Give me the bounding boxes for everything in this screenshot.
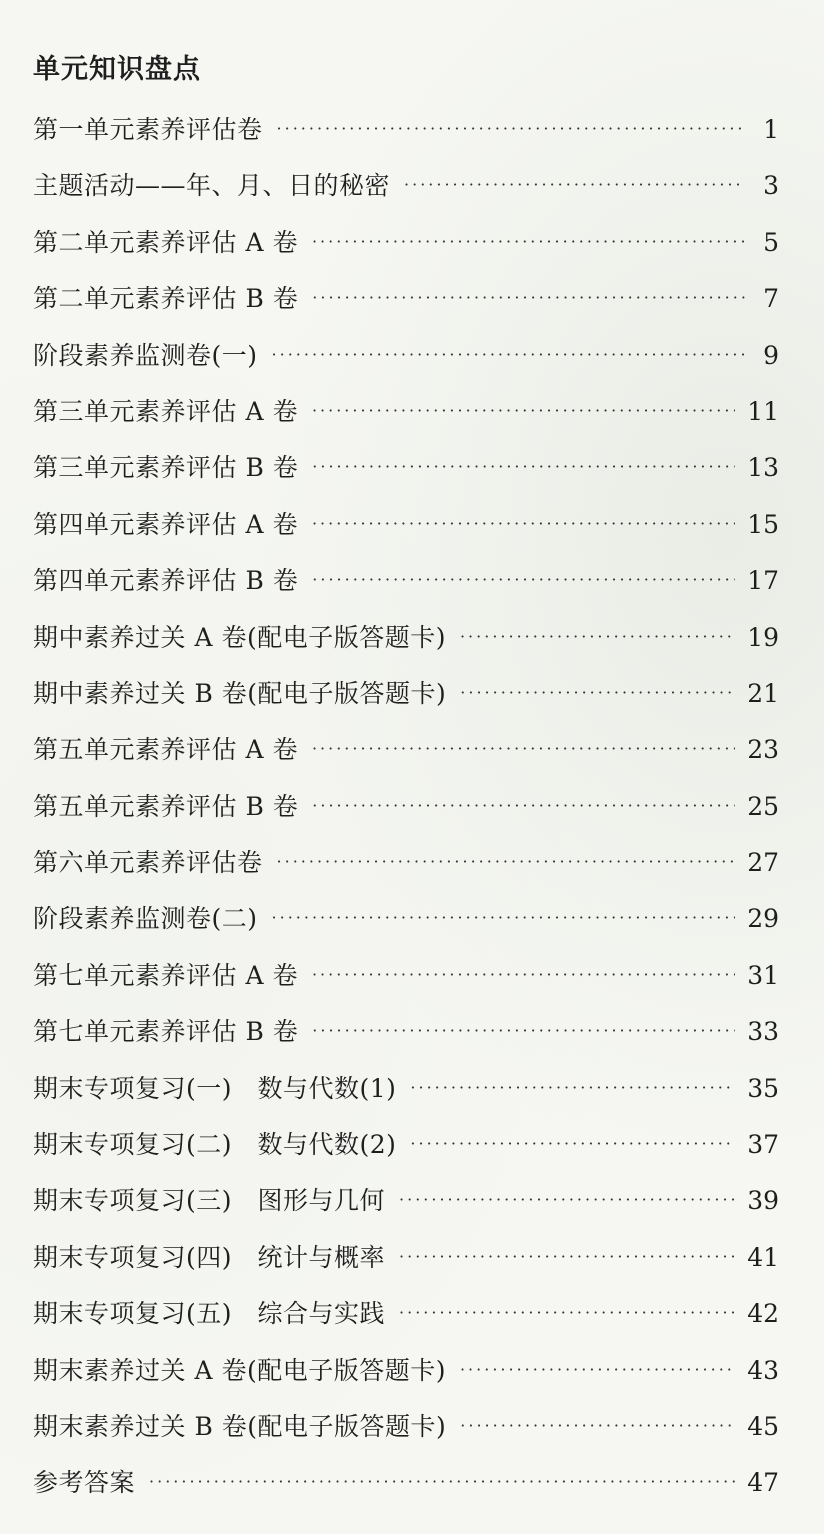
toc-entry-page-number: 37 [747, 1130, 779, 1160]
toc-entry-page-number: 15 [747, 509, 779, 539]
toc-entry-page-number: 19 [747, 622, 779, 652]
toc-entry-page-number: 17 [747, 566, 779, 596]
toc-entry-title: 期末素养过关 B 卷(配电子版答题卡) [33, 1411, 447, 1441]
toc-leader-dots [460, 1344, 735, 1396]
toc-entry [33, 273, 779, 329]
toc-entry [33, 1175, 779, 1231]
toc-leader-dots [460, 667, 735, 719]
toc-entry [33, 1232, 779, 1288]
toc-entry-page-number: 31 [747, 960, 779, 990]
toc-entry-title: 第四单元素养评估 A 卷 [33, 509, 298, 539]
toc-entry-page-number: 35 [747, 1073, 779, 1103]
toc-entry [33, 555, 779, 611]
toc-entry-page-number: 25 [747, 791, 779, 821]
toc-entry-page-number: 23 [747, 735, 779, 765]
toc-entry-page-number: 11 [747, 396, 779, 426]
toc-entry-page-number: 29 [747, 904, 779, 934]
toc-entry [33, 612, 779, 668]
toc-entry-page-number: 39 [747, 1186, 779, 1216]
toc-entry-title: 阶段素养监测卷(一) [33, 340, 258, 370]
toc-leader-dots [312, 441, 735, 493]
toc-entry [33, 217, 779, 273]
toc-entry [33, 104, 779, 160]
table-of-contents [33, 104, 779, 1514]
toc-entry-page-number: 9 [763, 340, 779, 370]
toc-entry-title: 第二单元素养评估 B 卷 [33, 284, 299, 314]
toc-entry-title: 第六单元素养评估卷 [33, 848, 263, 878]
toc-entry-title: 主题活动——年、月、日的秘密 [33, 171, 391, 201]
toc-leader-dots [277, 836, 736, 888]
toc-entry-title: 第七单元素养评估 B 卷 [33, 1017, 299, 1047]
toc-entry [33, 330, 779, 386]
toc-entry-page-number: 5 [763, 227, 779, 257]
toc-entry [33, 781, 779, 837]
toc-entry [33, 1063, 779, 1119]
toc-leader-dots [399, 1231, 735, 1283]
toc-leader-dots [312, 498, 735, 550]
toc-leader-dots [312, 272, 745, 324]
toc-leader-dots [277, 103, 745, 155]
toc-entry-title: 第二单元素养评估 A 卷 [33, 227, 298, 257]
toc-leader-dots [399, 1174, 735, 1226]
section-title: 单元知识盘点 [33, 54, 201, 85]
toc-leader-dots [272, 892, 736, 944]
toc-entry [33, 893, 779, 949]
toc-leader-dots [404, 159, 745, 211]
toc-entry-title: 期末专项复习(一) 数与代数(1) [33, 1073, 397, 1103]
toc-leader-dots [312, 780, 735, 832]
toc-leader-dots [410, 1118, 735, 1170]
toc-leader-dots [312, 385, 735, 437]
toc-entry-title: 期中素养过关 B 卷(配电子版答题卡) [33, 678, 447, 708]
toc-entry [33, 386, 779, 442]
toc-entry-page-number: 27 [747, 848, 779, 878]
toc-entry-page-number: 13 [747, 453, 779, 483]
toc-entry [33, 1288, 779, 1344]
toc-entry [33, 1119, 779, 1175]
toc-entry-title: 期中素养过关 A 卷(配电子版答题卡) [33, 622, 446, 652]
toc-leader-dots [272, 329, 745, 381]
toc-entry-title: 参考答案 [33, 1468, 136, 1498]
toc-entry-title: 期末专项复习(三) 图形与几何 [33, 1186, 386, 1216]
toc-entry-title: 第三单元素养评估 A 卷 [33, 396, 298, 426]
toc-leader-dots [410, 1062, 735, 1114]
toc-entry-title: 第七单元素养评估 A 卷 [33, 960, 298, 990]
toc-entry-page-number: 21 [747, 678, 779, 708]
toc-leader-dots [312, 216, 745, 268]
toc-entry-title: 期末专项复习(二) 数与代数(2) [33, 1130, 397, 1160]
toc-entry [33, 442, 779, 498]
toc-entry [33, 1401, 779, 1457]
toc-entry-title: 阶段素养监测卷(二) [33, 904, 258, 934]
toc-leader-dots [312, 554, 735, 606]
toc-leader-dots [312, 723, 735, 775]
toc-entry-title: 期末素养过关 A 卷(配电子版答题卡) [33, 1355, 446, 1385]
toc-entry-page-number: 7 [763, 284, 779, 314]
toc-entry [33, 1006, 779, 1062]
toc-entry [33, 1457, 779, 1513]
toc-entry [33, 724, 779, 780]
toc-entry [33, 1345, 779, 1401]
toc-entry-page-number: 3 [763, 171, 779, 201]
toc-entry-title: 期末专项复习(五) 综合与实践 [33, 1299, 386, 1329]
toc-entry-title: 期末专项复习(四) 统计与概率 [33, 1242, 386, 1272]
toc-leader-dots [399, 1287, 735, 1339]
toc-entry [33, 950, 779, 1006]
toc-entry-page-number: 42 [747, 1299, 779, 1329]
toc-entry-page-number: 41 [747, 1242, 779, 1272]
toc-entry-title: 第一单元素养评估卷 [33, 115, 263, 144]
toc-entry [33, 160, 779, 216]
toc-entry-title: 第四单元素养评估 B 卷 [33, 566, 299, 596]
toc-leader-dots [312, 1005, 735, 1057]
toc-leader-dots [460, 1400, 735, 1452]
toc-entry [33, 837, 779, 893]
toc-entry-title: 第五单元素养评估 A 卷 [33, 735, 298, 765]
toc-entry-page-number: 1 [763, 115, 779, 144]
toc-leader-dots [149, 1456, 735, 1508]
toc-leader-dots [460, 611, 735, 663]
toc-entry-title: 第五单元素养评估 B 卷 [33, 791, 299, 821]
toc-entry-page-number: 33 [747, 1017, 779, 1047]
toc-entry [33, 499, 779, 555]
toc-entry [33, 668, 779, 724]
toc-leader-dots [312, 949, 735, 1001]
toc-entry-title: 第三单元素养评估 B 卷 [33, 453, 299, 483]
toc-entry-page-number: 47 [747, 1468, 779, 1498]
toc-entry-page-number: 43 [747, 1355, 779, 1385]
toc-entry-page-number: 45 [747, 1411, 779, 1441]
